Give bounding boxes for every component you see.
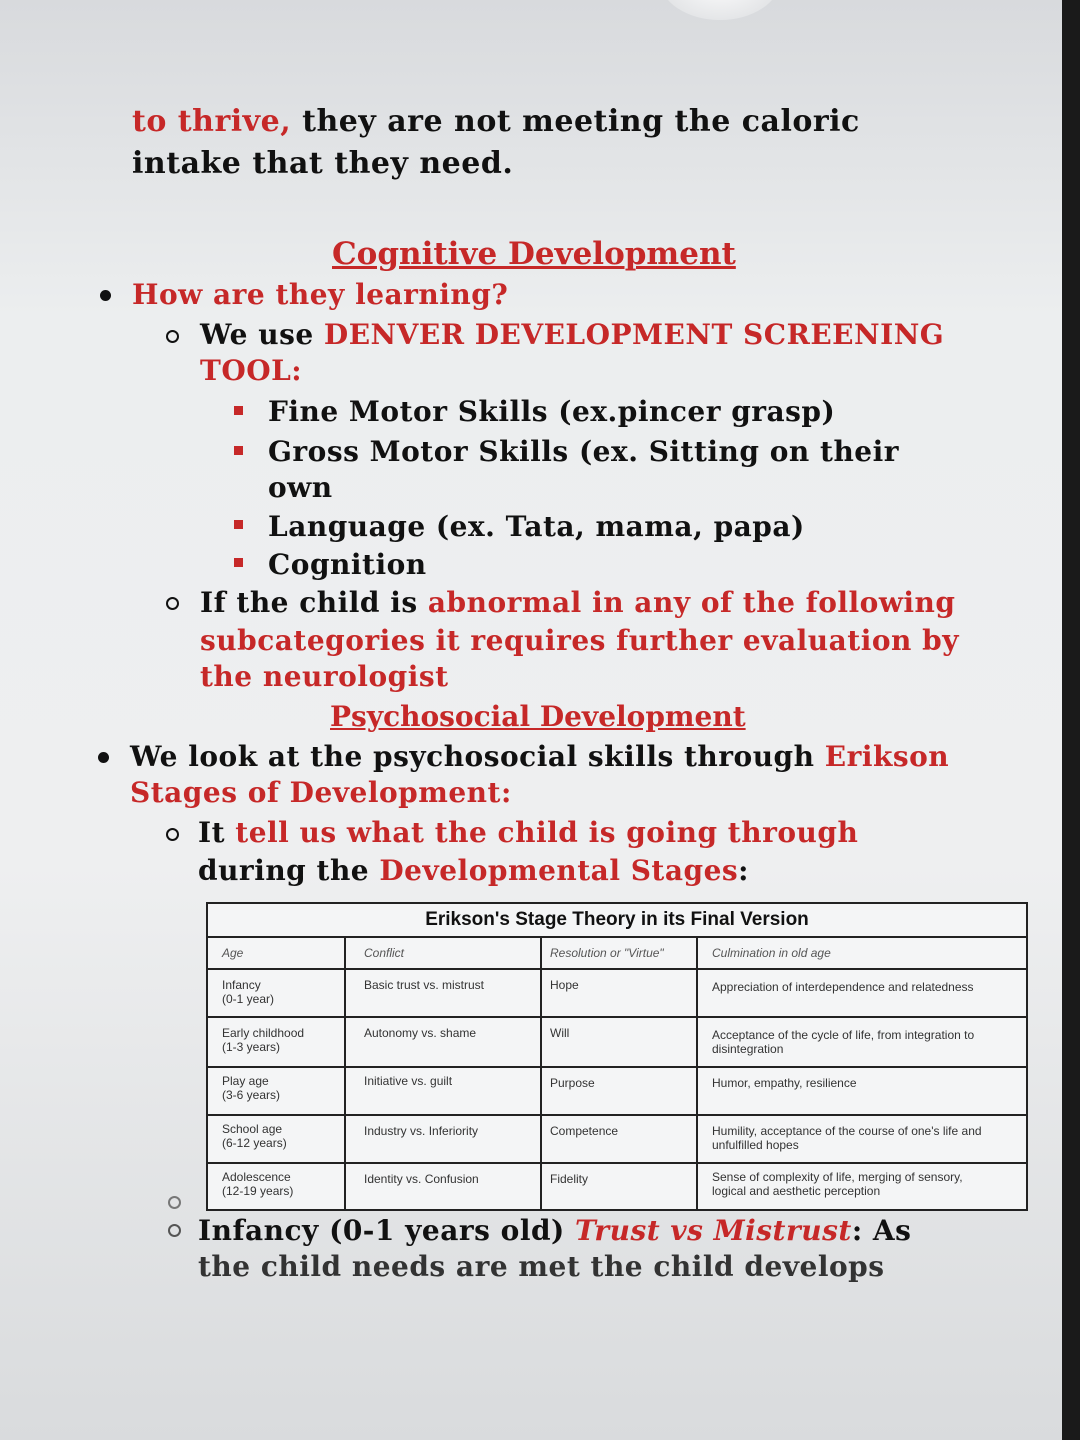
row-divider [208, 1016, 1026, 1018]
tool-item-gross-motor: Gross Motor Skills (ex. Sitting on their [268, 435, 900, 468]
table-row-adolescence-virtue: Fidelity [550, 1172, 589, 1186]
sub-bullet-circle [166, 828, 179, 841]
infancy-line-2: the child needs are met the child develops [198, 1250, 885, 1283]
tells-red: tell us what the child is going through [235, 816, 859, 849]
erikson-table [206, 902, 1028, 1211]
bullet-dot [100, 290, 111, 301]
table-row-infancy-virtue: Hope [550, 978, 579, 992]
table-row-play-age: Play age (3-6 years) [222, 1074, 281, 1102]
psychosocial-black: We look at the psychosocial skills through [130, 740, 825, 773]
colon: : [738, 854, 750, 887]
intro-line-2: intake that they need. [132, 146, 514, 181]
column-divider [696, 936, 698, 1209]
cognitive-question: How are they learning? [132, 278, 509, 311]
row-divider [208, 1066, 1026, 1068]
tells-line-2 [198, 854, 749, 887]
intro-line-1 [132, 104, 860, 139]
psychosocial-heading: Psychosocial Development [330, 700, 746, 733]
abnormal-line-2: subcategories it requires further evaluation by [200, 624, 959, 657]
tool-line-2: TOOL: [200, 354, 303, 387]
cognitive-heading: Cognitive Development [332, 236, 736, 272]
psychosocial-erikson: Erikson [824, 740, 950, 773]
tool-name: DENVER DEVELOPMENT SCREENING [323, 318, 945, 351]
infancy-prefix: Infancy (0-1 years old) [198, 1214, 576, 1247]
tool-prefix: We use [200, 318, 324, 351]
table-row-school-age: School age (6-12 years) [222, 1122, 287, 1150]
sub-bullet-circle [168, 1196, 181, 1209]
abnormal-red-1: abnormal in any of the following [427, 586, 956, 619]
tool-item-gross-motor-cont: own [268, 471, 333, 504]
header-age: Age [222, 946, 244, 960]
column-divider [344, 936, 346, 1209]
tool-line-1 [200, 318, 944, 351]
header-conflict: Conflict [364, 946, 405, 960]
intro-rest: they are not meeting the caloric [291, 104, 860, 139]
tool-item-cognition: Cognition [268, 548, 427, 581]
bullet-dot [98, 752, 109, 763]
tool-item-fine-motor: Fine Motor Skills (ex.pincer grasp) [268, 395, 836, 428]
square-bullet [234, 406, 243, 415]
table-row-play-culmination: Humor, empathy, resilience [712, 1076, 857, 1090]
screen-glare [660, 0, 780, 20]
table-row-school-virtue: Competence [550, 1124, 619, 1138]
tool-item-language: Language (ex. Tata, mama, papa) [268, 510, 805, 543]
table-row-infancy-culmination: Appreciation of interdependence and relatedness [712, 980, 974, 994]
row-divider [208, 1162, 1026, 1164]
table-title: Erikson's Stage Theory in its Final Version [208, 904, 1026, 938]
table-row-early-virtue: Will [550, 1026, 570, 1040]
tells-line-1 [198, 816, 858, 849]
table-row-school-culmination: Humility, acceptance of the course of one's life and unfulfilled hopes [712, 1124, 982, 1152]
row-divider [208, 1114, 1026, 1116]
developmental-stages: Developmental Stages [379, 854, 739, 887]
table-row-infancy-age: Infancy (0-1 year) [222, 978, 275, 1006]
header-culmination: Culmination in old age [712, 946, 831, 960]
table-row-early-age: Early childhood (1-3 years) [222, 1026, 305, 1054]
sub-bullet-circle [168, 1224, 181, 1237]
intro-red: to thrive, [132, 104, 292, 139]
header-virtue: Resolution or "Virtue" [550, 946, 664, 960]
table-row-early-culmination: Acceptance of the cycle of life, from integration to disintegration [712, 1028, 975, 1056]
square-bullet [234, 558, 243, 567]
abnormal-line-3: the neurologist [200, 660, 449, 693]
square-bullet [234, 520, 243, 529]
column-divider [540, 936, 542, 1209]
abnormal-prefix: If the child is [200, 586, 428, 619]
table-row-play-conflict: Initiative vs. guilt [364, 1074, 453, 1088]
during-the: during the [198, 854, 380, 887]
tells-prefix: It [198, 816, 236, 849]
table-row-early-conflict: Autonomy vs. shame [364, 1026, 477, 1040]
psychosocial-line-2: Stages of Development: [130, 776, 512, 809]
table-row-adolescence-age: Adolescence (12-19 years) [222, 1170, 294, 1198]
infancy-suffix: : As [851, 1214, 912, 1247]
psychosocial-line-1 [130, 740, 949, 773]
square-bullet [234, 446, 243, 455]
table-row-adolescence-culmination: Sense of complexity of life, merging of sensory, logical and aesthetic perception [712, 1170, 963, 1198]
infancy-line-1 [198, 1214, 911, 1247]
table-row-school-conflict: Industry vs. Inferiority [364, 1124, 479, 1138]
row-divider [208, 968, 1026, 970]
table-row-infancy-conflict: Basic trust vs. mistrust [364, 978, 485, 992]
sub-bullet-circle [166, 330, 179, 343]
table-row-play-virtue: Purpose [550, 1076, 595, 1090]
table-row-adolescence-conflict: Identity vs. Confusion [364, 1172, 479, 1186]
sub-bullet-circle [166, 597, 179, 610]
infancy-stage: Trust vs Mistrust [575, 1214, 852, 1247]
abnormal-line-1 [200, 586, 956, 619]
